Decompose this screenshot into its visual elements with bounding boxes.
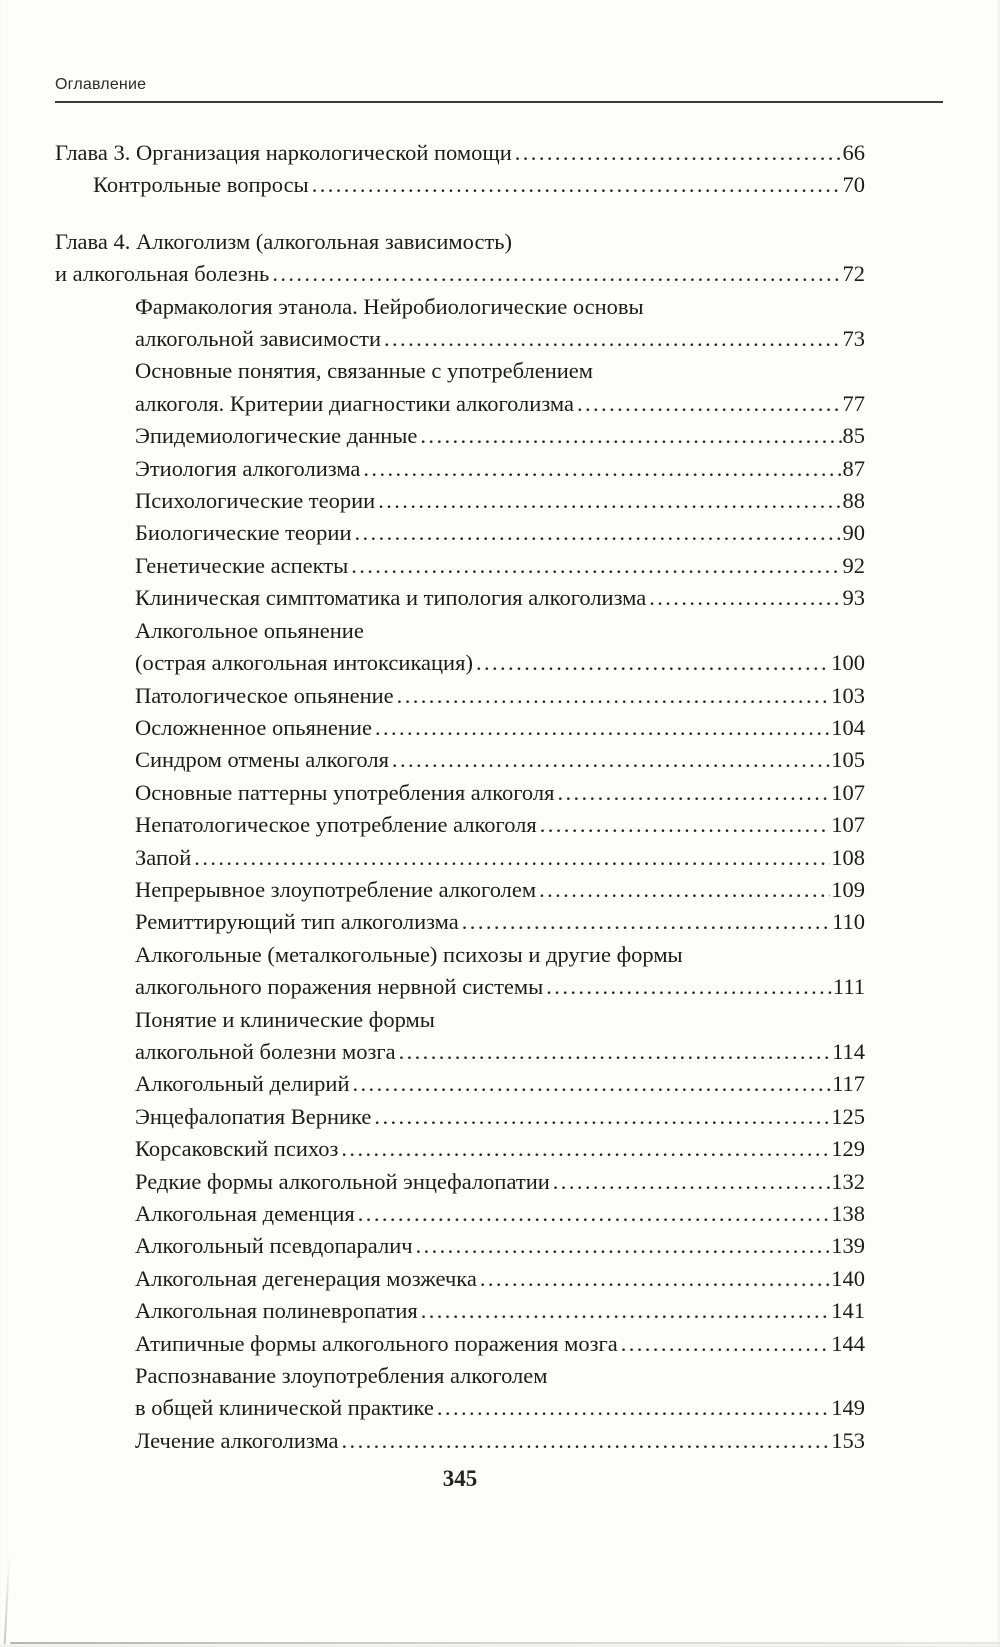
toc-entry-title: алкогольной болезни мозга: [135, 1038, 396, 1064]
toc-entry-title: алкоголя. Критерии диагностики алкоголизма: [135, 390, 574, 416]
toc-entry-line: [135, 842, 865, 874]
toc-page-number: 107: [831, 779, 865, 805]
toc-entry-line: [135, 1198, 865, 1230]
toc-entry-line: [135, 1068, 865, 1100]
toc-page-number: 103: [831, 682, 865, 708]
toc-entry: [55, 1166, 865, 1198]
toc-entry: [55, 809, 865, 841]
toc-entry-line: [135, 323, 865, 355]
dot-leader: [621, 1328, 831, 1360]
toc-entry-line: [135, 1295, 865, 1327]
toc-entry: [55, 939, 865, 1004]
dot-leader: [557, 777, 830, 809]
toc-entry-title: алкогольного поражения нервной системы: [135, 974, 544, 1000]
toc-entry-line: [135, 647, 865, 679]
dot-leader: [363, 453, 841, 485]
toc-entry-line: [135, 1166, 865, 1198]
toc-entry-line: [135, 1392, 865, 1424]
toc-entry-line: [135, 291, 865, 323]
toc-entry-line: [135, 777, 865, 809]
dot-leader: [399, 1036, 831, 1068]
toc-page-number: 90: [842, 520, 865, 546]
toc-page-number: 100: [831, 650, 865, 676]
toc-page-number: 153: [831, 1427, 865, 1453]
toc-entry: [55, 1328, 865, 1360]
dot-leader: [312, 169, 842, 201]
toc-entries: [55, 137, 865, 1457]
toc-page-number: 93: [842, 585, 865, 611]
toc-entry: [55, 291, 865, 356]
dot-leader: [553, 1166, 830, 1198]
toc-entry-line: [135, 712, 865, 744]
toc-page-number: 88: [842, 488, 865, 514]
dot-leader: [577, 388, 842, 420]
toc-entry: [55, 1068, 865, 1100]
toc-entry: [55, 1295, 865, 1327]
dot-leader: [378, 485, 841, 517]
toc-entry-line: [135, 1004, 865, 1036]
toc-entry-line: [135, 615, 865, 647]
toc-entry-line: [135, 420, 865, 452]
toc-entry-title: Глава 3. Организация наркологической помощи: [55, 140, 512, 165]
toc-entry-title: Основные паттерны употребления алкоголя: [135, 779, 555, 805]
toc-entry: [55, 777, 865, 809]
toc-page-number: 149: [831, 1395, 865, 1421]
toc-entry-title: в общей клинической практике: [135, 1395, 434, 1421]
toc-entry: [55, 615, 865, 680]
toc-entry-line: [135, 680, 865, 712]
dot-leader: [397, 680, 831, 712]
toc-page-number: 77: [842, 390, 865, 416]
toc-entry-line: [135, 874, 865, 906]
toc-entry-title: Энцефалопатия Вернике: [135, 1103, 372, 1129]
dot-leader: [384, 323, 842, 355]
dot-leader: [416, 1230, 831, 1262]
toc-entry: [55, 137, 865, 169]
dot-leader: [546, 971, 832, 1003]
toc-entry-title: Контрольные вопросы: [93, 172, 309, 198]
toc-entry-title: Фармакология этанола. Нейробиологические основы: [135, 293, 644, 319]
toc-page-number: 85: [842, 423, 865, 449]
toc-page-number: 117: [832, 1071, 865, 1097]
toc-entry-title: Биологические теории: [135, 520, 352, 546]
toc-entry: [55, 485, 865, 517]
toc-entry-line: [135, 1101, 865, 1133]
dot-leader: [375, 712, 830, 744]
running-head: Оглавление: [55, 76, 147, 93]
toc-entry-line: [135, 1036, 865, 1068]
toc-entry-title: Основные понятия, связанные с употреблением: [135, 358, 594, 384]
toc-entry-line: [135, 1263, 865, 1295]
toc-page-number: 111: [832, 974, 865, 1000]
toc-entry-line: [135, 1133, 865, 1165]
toc-entry-line: [135, 485, 865, 517]
toc-entry-line: [135, 582, 865, 614]
toc-entry: [55, 874, 865, 906]
dot-leader: [421, 1295, 831, 1327]
toc-entry: [55, 550, 865, 582]
toc-entry: [55, 680, 865, 712]
toc-page-number: 72: [842, 261, 865, 287]
toc-entry-title: Редкие формы алкогольной энцефалопатии: [135, 1168, 550, 1194]
toc-entry-line: [135, 971, 865, 1003]
page-folio: 345: [442, 1466, 478, 1491]
toc-page-number: 110: [832, 909, 865, 935]
toc-entry: [55, 453, 865, 485]
dot-leader: [353, 1068, 832, 1100]
toc-entry: [55, 1360, 865, 1425]
toc-page-number: 92: [842, 552, 865, 578]
toc-entry-line: [135, 1360, 865, 1392]
toc-entry-line: [135, 388, 865, 420]
header-rule: [55, 101, 943, 103]
toc-page-number: 144: [831, 1330, 865, 1356]
toc-entry-title: алкогольной зависимости: [135, 326, 381, 352]
toc-entry-line: [135, 1425, 865, 1457]
toc-page-number: 125: [831, 1103, 865, 1129]
toc-entry-title: Этиология алкоголизма: [135, 455, 361, 481]
toc-page-number: 66: [842, 140, 865, 165]
toc-entry-line: [55, 137, 865, 169]
toc-entry-title: Клиническая симптоматика и типология алкоголизма: [135, 585, 647, 611]
toc-entry-title: Алкогольные (металкогольные) психозы и другие формы: [135, 941, 683, 967]
toc-entry: [55, 712, 865, 744]
toc-entry-title: Алкогольный псевдопаралич: [135, 1233, 413, 1259]
toc-entry: [55, 582, 865, 614]
dot-leader: [194, 842, 830, 874]
toc-entry-line: [55, 226, 865, 258]
dot-leader: [539, 874, 830, 906]
toc-page-number: 109: [831, 876, 865, 902]
toc-entry-title: Запой: [135, 844, 192, 870]
toc-page-number: 114: [832, 1038, 865, 1064]
dot-leader: [462, 906, 831, 938]
toc-entry-title: Генетические аспекты: [135, 552, 349, 578]
toc-entry-title: Атипичные формы алкогольного поражения мозга: [135, 1330, 618, 1356]
toc-entry: [55, 1425, 865, 1457]
toc-page-number: 138: [831, 1201, 865, 1226]
toc-entry-line: [135, 517, 865, 549]
toc-page-number: 139: [831, 1233, 865, 1259]
dot-leader: [540, 809, 831, 841]
dot-leader: [374, 1101, 830, 1133]
toc-entry-title: Непрерывное злоупотребление алкоголем: [135, 876, 537, 902]
toc-entry: [55, 355, 865, 420]
toc-entry: [55, 1101, 865, 1133]
toc-entry-line: [135, 939, 865, 971]
toc-entry-line: [135, 1230, 865, 1262]
toc-entry-line: [135, 744, 865, 776]
toc-page-number: 132: [831, 1168, 865, 1194]
toc-page-number: 73: [842, 326, 865, 352]
toc-entry-line: [55, 258, 865, 290]
toc-entry-title: Алкогольная полиневропатия: [135, 1298, 418, 1324]
dot-leader: [341, 1133, 830, 1165]
dot-leader: [437, 1392, 830, 1424]
toc-entry: [55, 744, 865, 776]
dot-leader: [342, 1425, 831, 1457]
toc-page-number: 108: [831, 844, 865, 870]
toc-entry-title: Алкогольный делирий: [135, 1071, 350, 1097]
toc-entry-title: Лечение алкоголизма: [135, 1427, 339, 1453]
toc-entry-title: Психологические теории: [135, 488, 376, 514]
toc-page-number: 87: [842, 455, 865, 481]
dot-leader: [358, 1198, 830, 1230]
toc-entry: [55, 1004, 865, 1069]
toc-entry-title: Эпидемиологические данные: [135, 423, 418, 449]
toc-page-number: 70: [842, 172, 865, 198]
toc-page-number: 129: [831, 1136, 865, 1162]
toc-entry-title: Алкогольная деменция: [135, 1201, 355, 1226]
dot-leader: [649, 582, 841, 614]
toc-entry-line: [135, 355, 865, 387]
toc-entry-line: [135, 809, 865, 841]
dot-leader: [351, 550, 841, 582]
dot-leader: [515, 137, 842, 169]
toc-entry: [55, 842, 865, 874]
toc-page-number: 107: [831, 812, 865, 838]
dot-leader: [272, 258, 841, 290]
toc-entry: [55, 420, 865, 452]
dot-leader: [420, 420, 841, 452]
toc-entry-title: Патологическое опьянение: [135, 682, 394, 708]
toc-entry-line: [135, 906, 865, 938]
toc-entry-title: Глава 4. Алкоголизм (алкогольная зависимость): [55, 228, 513, 254]
toc-entry-title: (острая алкогольная интоксикация): [135, 650, 473, 676]
toc-entry-title: Ремиттирующий тип алкоголизма: [135, 909, 459, 935]
toc-entry: [55, 1263, 865, 1295]
toc-entry: [55, 1133, 865, 1165]
toc-entry-line: [135, 1328, 865, 1360]
toc-page-number: 141: [831, 1298, 865, 1324]
toc-entry-title: Распознавание злоупотребления алкоголем: [135, 1363, 548, 1389]
toc-entry-line: [93, 169, 865, 201]
toc-entry-title: Непатологическое употребление алкоголя: [135, 812, 537, 838]
dot-leader: [392, 744, 830, 776]
toc-page-number: 140: [831, 1265, 865, 1291]
scan-edge-left: [4, 1554, 11, 1644]
dot-leader: [355, 517, 842, 549]
toc-entry-title: Алкогольное опьянение: [135, 617, 364, 643]
toc-entry-title: Алкогольная дегенерация мозжечка: [135, 1265, 477, 1291]
toc-entry: [55, 226, 865, 291]
toc-entry: [55, 517, 865, 549]
toc-entry-line: [135, 453, 865, 485]
toc-entry: [55, 906, 865, 938]
toc-entry-title: Синдром отмены алкоголя: [135, 747, 389, 773]
toc-page-number: 105: [831, 747, 865, 773]
toc-entry: [55, 1230, 865, 1262]
toc-page-number: 104: [831, 714, 865, 740]
dot-leader: [476, 647, 830, 679]
toc-entry-title: и алкогольная болезнь: [55, 261, 270, 287]
toc-entry: [55, 1198, 865, 1230]
scan-edge-bottom: [10, 1642, 1000, 1644]
dot-leader: [480, 1263, 830, 1295]
toc-entry-title: Корсаковский психоз: [135, 1136, 339, 1162]
toc-entry-title: Осложненное опьянение: [135, 714, 372, 740]
toc-entry: [55, 169, 865, 201]
toc-entry-line: [135, 550, 865, 582]
toc-entry-title: Понятие и клинические формы: [135, 1006, 435, 1032]
